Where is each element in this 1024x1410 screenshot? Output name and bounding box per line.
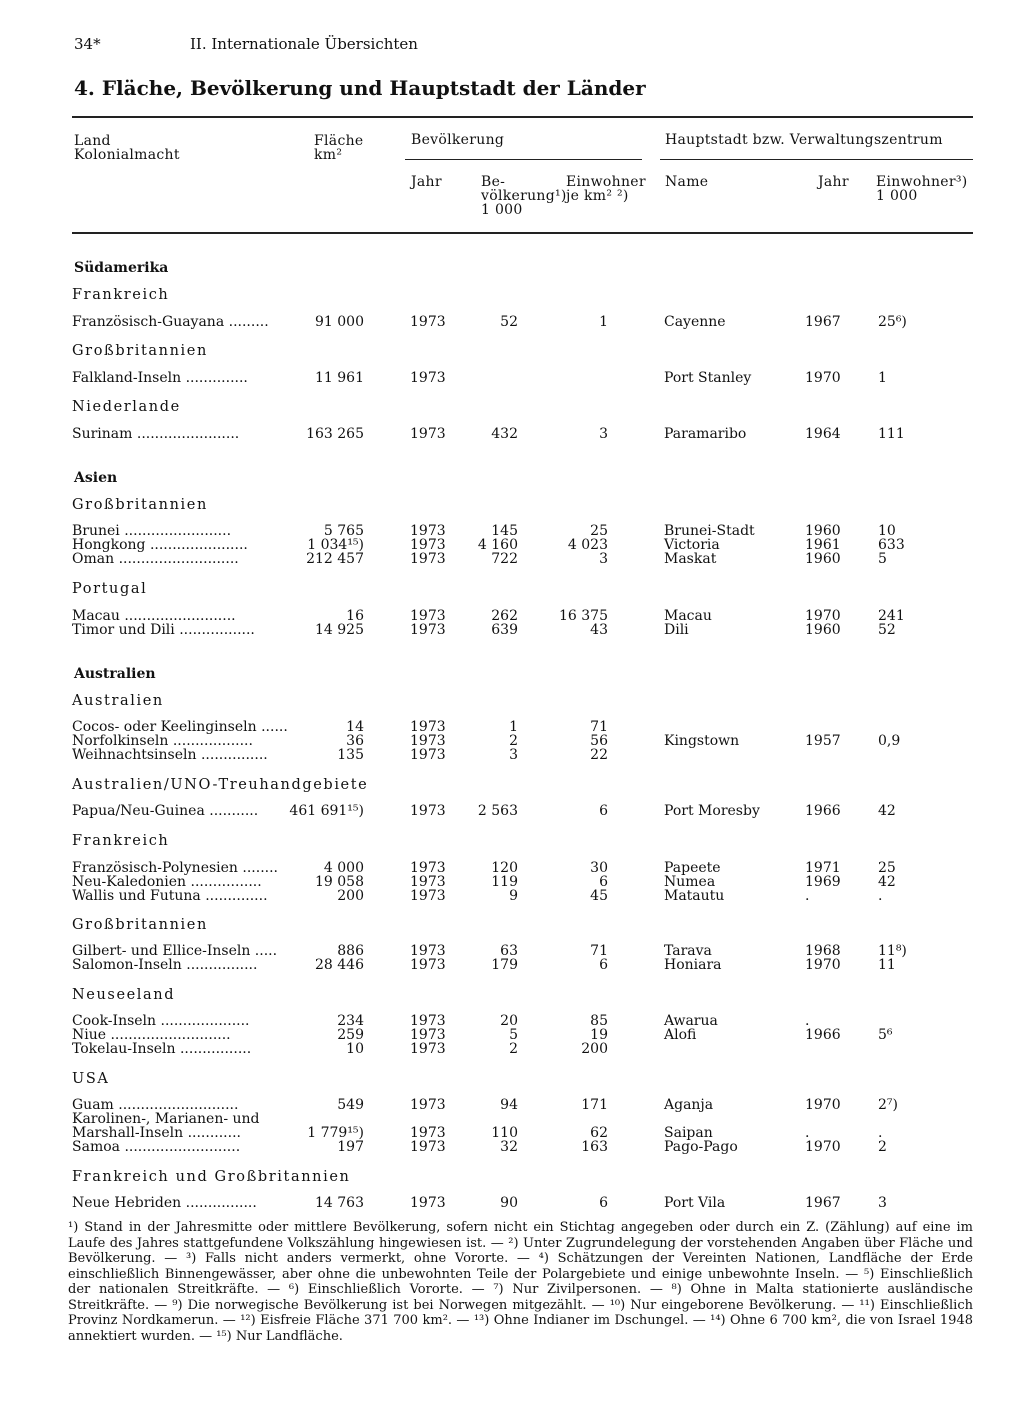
header-bevoelkerung: Bevölkerung [411,132,505,148]
header-einwohner-line1: Einwohner [566,174,646,190]
country-name: Weihnachtsinseln ............... [72,748,268,763]
header-name: Name [665,174,709,190]
country-name: Papua/Neu-Guinea ........... [72,804,259,819]
population-value: 52 [500,314,518,330]
table-row [0,427,1024,442]
page-number: 34* [74,35,101,53]
capital-year: 1964 [805,426,841,442]
population-value: 94 [500,1097,518,1113]
density-value: 1 [599,314,608,330]
country-name: Samoa .......................... [72,1140,241,1155]
table-row [0,1042,1024,1057]
header-jahr: Jahr [411,174,442,190]
density-value: 71 [590,943,608,959]
table-row [0,889,1024,904]
header-land: Land [74,133,111,149]
capital-name: Port Vila [664,1195,726,1211]
capital-year: 1971 [805,860,841,876]
population-year: 1973 [410,1125,446,1141]
area-value: 1 034¹⁵) [307,537,364,553]
capital-year: . [805,888,810,904]
country-name: Oman ........................... [72,552,239,567]
capital-population: 52 [878,622,896,638]
population-year: 1973 [410,719,446,735]
population-year: 1973 [410,1041,446,1057]
table-row [0,958,1024,973]
population-value: 9 [509,888,518,904]
capital-name: Port Stanley [664,370,752,386]
table-row [0,1098,1024,1113]
capital-name: Brunei-Stadt [664,523,755,539]
capital-year: 1970 [805,1139,841,1155]
density-value: 43 [590,622,608,638]
population-value: 262 [491,608,518,624]
area-value: 14 763 [315,1195,364,1211]
colonial-power-heading: Neuseeland [72,987,176,1003]
population-year: 1973 [410,803,446,819]
country-name: Tokelau-Inseln ................ [72,1042,252,1057]
population-year: 1973 [410,370,446,386]
area-value: 14 [346,719,364,735]
capital-name: Aganja [664,1097,714,1113]
capital-population: 111 [878,426,905,442]
capital-year: 1970 [805,370,841,386]
country-name: Marshall-Inseln ............ [72,1126,241,1141]
capital-population: 25 [878,860,896,876]
colonial-power-heading: Niederlande [72,399,181,415]
capital-year: 1966 [805,803,841,819]
colonial-power-heading: Frankreich [72,833,170,849]
density-value: 3 [599,551,608,567]
population-year: 1973 [410,537,446,553]
population-value: 120 [491,860,518,876]
header-flaeche-unit: km² [314,147,343,163]
capital-year: 1970 [805,957,841,973]
capital-year: . [805,1013,810,1029]
country-name: Falkland-Inseln .............. [72,371,248,386]
capital-name: Dili [664,622,689,638]
capital-year: 1957 [805,733,841,749]
country-name: Surinam ....................... [72,427,240,442]
capital-population: 1 [878,370,887,386]
capital-name: Macau [664,608,712,624]
population-year: 1973 [410,860,446,876]
population-value: 63 [500,943,518,959]
population-year: 1973 [410,1097,446,1113]
capital-name: Awarua [664,1013,718,1029]
density-value: 163 [581,1139,608,1155]
header-bev-line3: 1 000 [481,202,523,218]
capital-name: Cayenne [664,314,726,330]
country-name: Timor und Dili ................. [72,623,255,638]
capital-name: Kingstown [664,733,740,749]
capital-population: 25⁶) [878,314,907,330]
table-row [0,1140,1024,1155]
population-value: 3 [509,747,518,763]
table-row [0,552,1024,567]
population-value: 639 [491,622,518,638]
density-value: 56 [590,733,608,749]
country-name: Hongkong ...................... [72,538,248,553]
area-value: 234 [337,1013,364,1029]
capital-population: 10 [878,523,896,539]
area-value: 28 446 [315,957,364,973]
country-name: Neu-Kaledonien ................ [72,875,262,890]
density-value: 6 [599,957,608,973]
population-value: 722 [491,551,518,567]
capital-name: Maskat [664,551,717,567]
area-value: 14 925 [315,622,364,638]
capital-year: 1961 [805,537,841,553]
header-flaeche: Fläche [314,133,364,149]
capital-name: Honiara [664,957,722,973]
capital-population: 42 [878,874,896,890]
capital-year: 1960 [805,523,841,539]
population-year: 1973 [410,608,446,624]
country-name: Wallis und Futuna .............. [72,889,268,904]
capital-name: Port Moresby [664,803,760,819]
population-year: 1973 [410,1195,446,1211]
capital-name: Papeete [664,860,721,876]
density-value: 25 [590,523,608,539]
capital-population: 5⁶ [878,1027,893,1043]
population-value: 119 [491,874,518,890]
capital-population: 42 [878,803,896,819]
capital-year: 1960 [805,622,841,638]
population-year: 1973 [410,733,446,749]
header-bev-line2: völkerung¹) [481,188,567,204]
density-value: 16 375 [559,608,608,624]
capital-name: Paramaribo [664,426,747,442]
country-name: Französisch-Polynesien ........ [72,861,278,876]
header-h-einwohner-line1: Einwohner³) [876,174,968,190]
population-value: 179 [491,957,518,973]
colonial-power-heading: Australien [72,693,164,709]
area-value: 10 [346,1041,364,1057]
country-name: Norfolkinseln .................. [72,734,253,749]
area-value: 19 058 [315,874,364,890]
population-year: 1973 [410,523,446,539]
density-value: 171 [581,1097,608,1113]
country-name: Salomon-Inseln ................ [72,958,258,973]
area-value: 197 [337,1139,364,1155]
capital-population: 241 [878,608,905,624]
country-name: Neue Hebriden ................ [72,1196,257,1211]
capital-year: 1967 [805,1195,841,1211]
population-year: 1973 [410,314,446,330]
population-value: 145 [491,523,518,539]
population-year: 1973 [410,957,446,973]
area-value: 135 [337,747,364,763]
header-kolonialmacht: Kolonialmacht [74,147,180,163]
density-value: 200 [581,1041,608,1057]
country-name: Guam ........................... [72,1098,239,1113]
colonial-power-heading: Australien/UNO-Treuhandgebiete [72,777,369,793]
capital-population: 5 [878,551,887,567]
population-value: 5 [509,1027,518,1043]
table-row [0,315,1024,330]
region-heading: Südamerika [74,260,169,276]
table-row [0,804,1024,819]
capital-population: 11⁸) [878,943,907,959]
colonial-power-heading: Portugal [72,581,148,597]
table-row [0,371,1024,386]
top-rule [72,116,973,118]
header-bottom-rule [72,232,973,234]
capital-population: 3 [878,1195,887,1211]
area-value: 259 [337,1027,364,1043]
population-value: 32 [500,1139,518,1155]
header-h-einwohner-line2: 1 000 [876,188,918,204]
table-row [0,748,1024,763]
population-year: 1973 [410,1013,446,1029]
population-value: 110 [491,1125,518,1141]
density-value: 6 [599,803,608,819]
capital-year: 1969 [805,874,841,890]
area-value: 163 265 [306,426,364,442]
capital-year: 1967 [805,314,841,330]
capital-population: . [878,1125,883,1141]
capital-name: Victoria [664,537,720,553]
population-year: 1973 [410,551,446,567]
hauptstadt-subrule [660,159,973,160]
population-year: 1973 [410,874,446,890]
density-value: 45 [590,888,608,904]
population-value: 432 [491,426,518,442]
density-value: 71 [590,719,608,735]
population-value: 2 [509,1041,518,1057]
area-value: 461 691¹⁵) [289,803,364,819]
capital-population: . [878,888,883,904]
colonial-power-heading: Großbritannien [72,497,208,513]
population-year: 1973 [410,888,446,904]
colonial-power-heading: Frankreich [72,287,170,303]
density-value: 85 [590,1013,608,1029]
population-value: 90 [500,1195,518,1211]
country-name: Gilbert- und Ellice-Inseln ..... [72,944,278,959]
region-heading: Australien [74,666,156,682]
population-value: 2 [509,733,518,749]
capital-year: 1960 [805,551,841,567]
population-year: 1973 [410,747,446,763]
density-value: 4 023 [567,537,608,553]
population-value: 20 [500,1013,518,1029]
country-name: Brunei ........................ [72,524,232,539]
country-name: Niue ........................... [72,1028,231,1043]
population-year: 1973 [410,426,446,442]
density-value: 6 [599,874,608,890]
page-title: 4. Fläche, Bevölkerung und Hauptstadt der Länder [74,76,646,100]
area-value: 212 457 [306,551,364,567]
colonial-power-heading: Großbritannien [72,917,208,933]
header-h-jahr: Jahr [818,174,849,190]
region-heading: Asien [74,470,118,486]
capital-year: 1968 [805,943,841,959]
density-value: 22 [590,747,608,763]
capital-name: Pago-Pago [664,1139,738,1155]
area-value: 11 961 [315,370,364,386]
country-name: Französisch-Guayana ......... [72,315,269,330]
table-row [0,1196,1024,1211]
colonial-power-heading: Großbritannien [72,343,208,359]
population-value: 2 563 [477,803,518,819]
capital-population: 2 [878,1139,887,1155]
header-bev-line1: Be- [481,174,506,190]
capital-name: Numea [664,874,716,890]
area-value: 16 [346,608,364,624]
area-value: 886 [337,943,364,959]
section-title: II. Internationale Übersichten [190,35,418,53]
density-value: 6 [599,1195,608,1211]
capital-name: Alofi [664,1027,697,1043]
capital-year: . [805,1125,810,1141]
population-year: 1973 [410,943,446,959]
capital-year: 1970 [805,608,841,624]
population-value: 4 160 [477,537,518,553]
capital-year: 1966 [805,1027,841,1043]
density-value: 62 [590,1125,608,1141]
header-einwohner-line2: je km² ²) [566,188,629,204]
capital-name: Matautu [664,888,725,904]
country-name: Macau ......................... [72,609,236,624]
area-value: 4 000 [323,860,364,876]
population-year: 1973 [410,622,446,638]
capital-population: 11 [878,957,896,973]
area-value: 36 [346,733,364,749]
area-value: 1 779¹⁵) [307,1125,364,1141]
country-name: Karolinen-, Marianen- und [72,1112,260,1127]
bevoelkerung-subrule [405,159,642,160]
density-value: 3 [599,426,608,442]
population-year: 1973 [410,1139,446,1155]
capital-population: 0,9 [878,733,901,749]
capital-population: 2⁷) [878,1097,898,1113]
footnotes: ¹) Stand in der Jahresmitte oder mittlere Bevölkerung, sofern nicht ein Stichtag angegeben oder durch ein Z. (Zählung) auf eine im Laufe des Jahres stattgefundene Volkszählung hingewiesen ist. — ²) Unter Zugrundelegung der vorstehenden Angaben über Fläche und Bevölkerung. — ³) Falls nicht anders vermerkt, ohne Vororte. — ⁴) Schätzungen der Vereinten Nationen, Landfläche der Erde einschließlich Binnengewässer, aber ohne die unbewohnten Teile der Polargebiete und einige unbewohnte Inseln. — ⁵) Einschließlich der nationalen Streitkräfte. — ⁶) Einschließlich Vororte. — ⁷) Nur Zivilpersonen. — ⁸) Ohne in Malta stationierte ausländische Streitkräfte. — ⁹) Die norwegische Bevölkerung ist bei Norwegen mitgezählt. — ¹⁰) Nur eingeborene Bevölkerung. — ¹¹) Einschließlich Provinz Nordkamerun. — ¹²) Eisfreie Fläche 371 700 km². — ¹³) Ohne Indianer im Dschungel. — ¹⁴) Ohne 6 700 km², die von Israel 1948 annektiert wurden. — ¹⁵) Nur Landfläche. [68,1220,973,1344]
capital-year: 1970 [805,1097,841,1113]
colonial-power-heading: Frankreich und Großbritannien [72,1169,351,1185]
capital-population: 633 [878,537,905,553]
country-name: Cook-Inseln .................... [72,1014,250,1029]
header-hauptstadt: Hauptstadt bzw. Verwaltungszentrum [665,132,943,148]
colonial-power-heading: USA [72,1071,110,1087]
population-value: 1 [509,719,518,735]
density-value: 19 [590,1027,608,1043]
population-year: 1973 [410,1027,446,1043]
density-value: 30 [590,860,608,876]
area-value: 549 [337,1097,364,1113]
area-value: 91 000 [315,314,364,330]
area-value: 5 765 [323,523,364,539]
country-name: Cocos- oder Keelinginseln ...... [72,720,288,735]
table-row [0,623,1024,638]
capital-name: Tarava [664,943,712,959]
area-value: 200 [337,888,364,904]
capital-name: Saipan [664,1125,713,1141]
